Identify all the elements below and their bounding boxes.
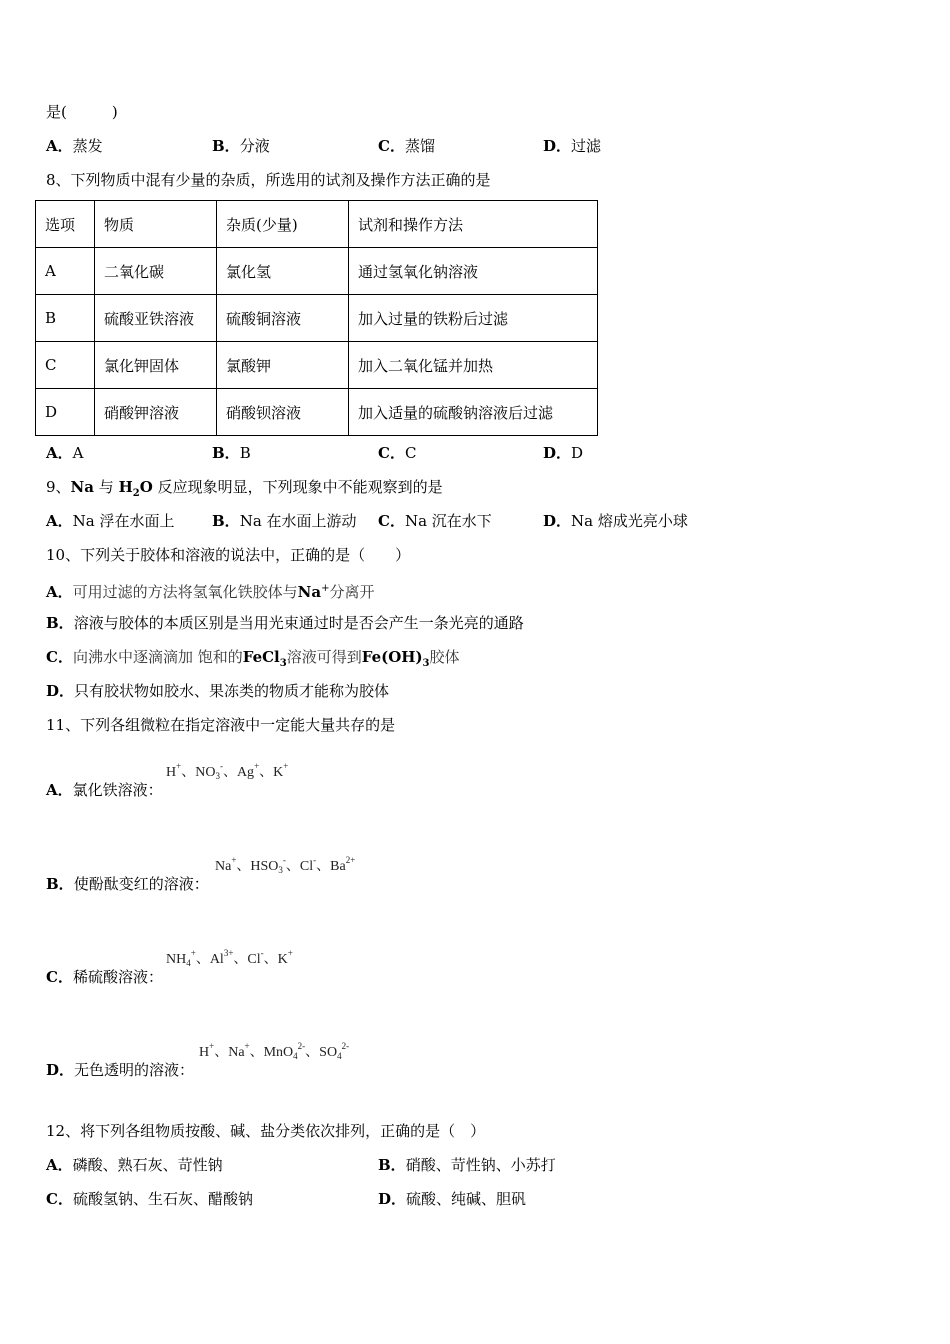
- q8-option-b: B．B: [212, 444, 251, 462]
- q12-option-a: A．磷酸、熟石灰、苛性钠: [46, 1156, 223, 1174]
- table-cell: 硫酸亚铁溶液: [95, 295, 217, 342]
- q7-stem-tail: 是( ): [46, 103, 118, 121]
- table-cell: A: [36, 248, 95, 295]
- table-cell: B: [36, 295, 95, 342]
- table-cell: 二氧化碳: [95, 248, 217, 295]
- q11-ions-c: $NH_4^+$、$Al^{3+}$、Cl-、K+: [166, 948, 293, 968]
- table-cell: 氯化钾固体: [95, 342, 217, 389]
- q11-stem: 11、下列各组微粒在指定溶液中一定能大量共存的是: [46, 716, 396, 734]
- table-cell: 硫酸铜溶液: [217, 295, 349, 342]
- table-cell: 硝酸钡溶液: [217, 389, 349, 436]
- q11-option-d: D．无色透明的溶液：: [46, 1061, 195, 1079]
- table-cell: 加入适量的硫酸钠溶液后过滤: [349, 389, 598, 436]
- table-row: [36, 342, 598, 389]
- q7-option-b: B．分液: [212, 137, 270, 155]
- q12-option-c: C．硫酸氢钠、生石灰、醋酸钠: [46, 1190, 253, 1208]
- table-header-cell: 物质: [95, 201, 217, 248]
- q9-option-a: A．Na 浮在水面上: [46, 512, 175, 530]
- q11-ions-a: H+、$NO_3^-$、Ag+、K+: [166, 761, 289, 781]
- q11-ions-b: Na+、$HSO_3^-$、Cl-、$Ba^{2+}$: [215, 855, 356, 875]
- q8-table: [35, 200, 598, 436]
- table-cell: 氯酸钾: [217, 342, 349, 389]
- q10-option-d: D．只有胶状物如胶水、果冻类的物质才能称为胶体: [46, 682, 390, 700]
- table-header-cell: 杂质(少量): [217, 201, 349, 248]
- table-cell: 氯化氢: [217, 248, 349, 295]
- table-row: [36, 248, 598, 295]
- q10-option-a: A．可用过滤的方法将氢氧化铁胶体与Na+分离开: [46, 583, 375, 601]
- table-header-cell: 选项: [36, 201, 95, 248]
- q9-option-b: B．Na 在水面上游动: [212, 512, 357, 530]
- q8-option-c: C．C: [378, 444, 417, 462]
- q8-stem: 8、下列物质中混有少量的杂质，所选用的试剂及操作方法正确的是: [46, 171, 491, 189]
- table-cell: 通过氢氧化钠溶液: [349, 248, 598, 295]
- table-header-cell: 试剂和操作方法: [349, 201, 598, 248]
- table-row: [36, 389, 598, 436]
- q10-option-b: B．溶液与胶体的本质区别是当用光束通过时是否会产生一条光亮的通路: [46, 614, 524, 632]
- q11-option-c: C．稀硫酸溶液：: [46, 968, 163, 986]
- q10-option-c: C．向沸水中逐滴滴加 饱和的FeCl$_3$溶液可得到$Fe(OH)_3$胶体: [46, 648, 460, 669]
- q10-stem: 10、下列关于胶体和溶液的说法中，正确的是（ ）: [46, 546, 411, 564]
- q9-stem: 9、Na 与 $H_2O$ 反应现象明显，下列现象中不能观察到的是: [46, 478, 443, 499]
- q12-option-d: D．硫酸、纯碱、胆矾: [378, 1190, 527, 1208]
- table-row: [36, 295, 598, 342]
- q9-option-c: C．Na 沉在水下: [378, 512, 492, 530]
- table-cell: 硝酸钾溶液: [95, 389, 217, 436]
- table-cell: 加入过量的铁粉后过滤: [349, 295, 598, 342]
- q7-option-a: A．蒸发: [46, 137, 103, 155]
- q7-option-d: D．过滤: [543, 137, 602, 155]
- q12-stem: 12、将下列各组物质按酸、碱、盐分类依次排列，正确的是（ ）: [46, 1122, 486, 1140]
- q11-option-b: B．使酚酞变红的溶液：: [46, 875, 209, 893]
- q11-ions-d: H+、Na+、MnO$_4^{2-}$、$SO_4^{2-}$: [199, 1041, 350, 1061]
- q9-option-d: D．Na 熔成光亮小球: [543, 512, 688, 530]
- table-cell: D: [36, 389, 95, 436]
- q7-option-c: C．蒸馏: [378, 137, 435, 155]
- q8-option-d: D．D: [543, 444, 584, 462]
- q12-option-b: B．硝酸、苛性钠、小苏打: [378, 1156, 556, 1174]
- q8-option-a: A．A: [46, 444, 84, 462]
- table-cell: C: [36, 342, 95, 389]
- table-header-row: [36, 201, 598, 248]
- q11-option-a: A．氯化铁溶液：: [46, 781, 163, 799]
- table-cell: 加入二氧化锰并加热: [349, 342, 598, 389]
